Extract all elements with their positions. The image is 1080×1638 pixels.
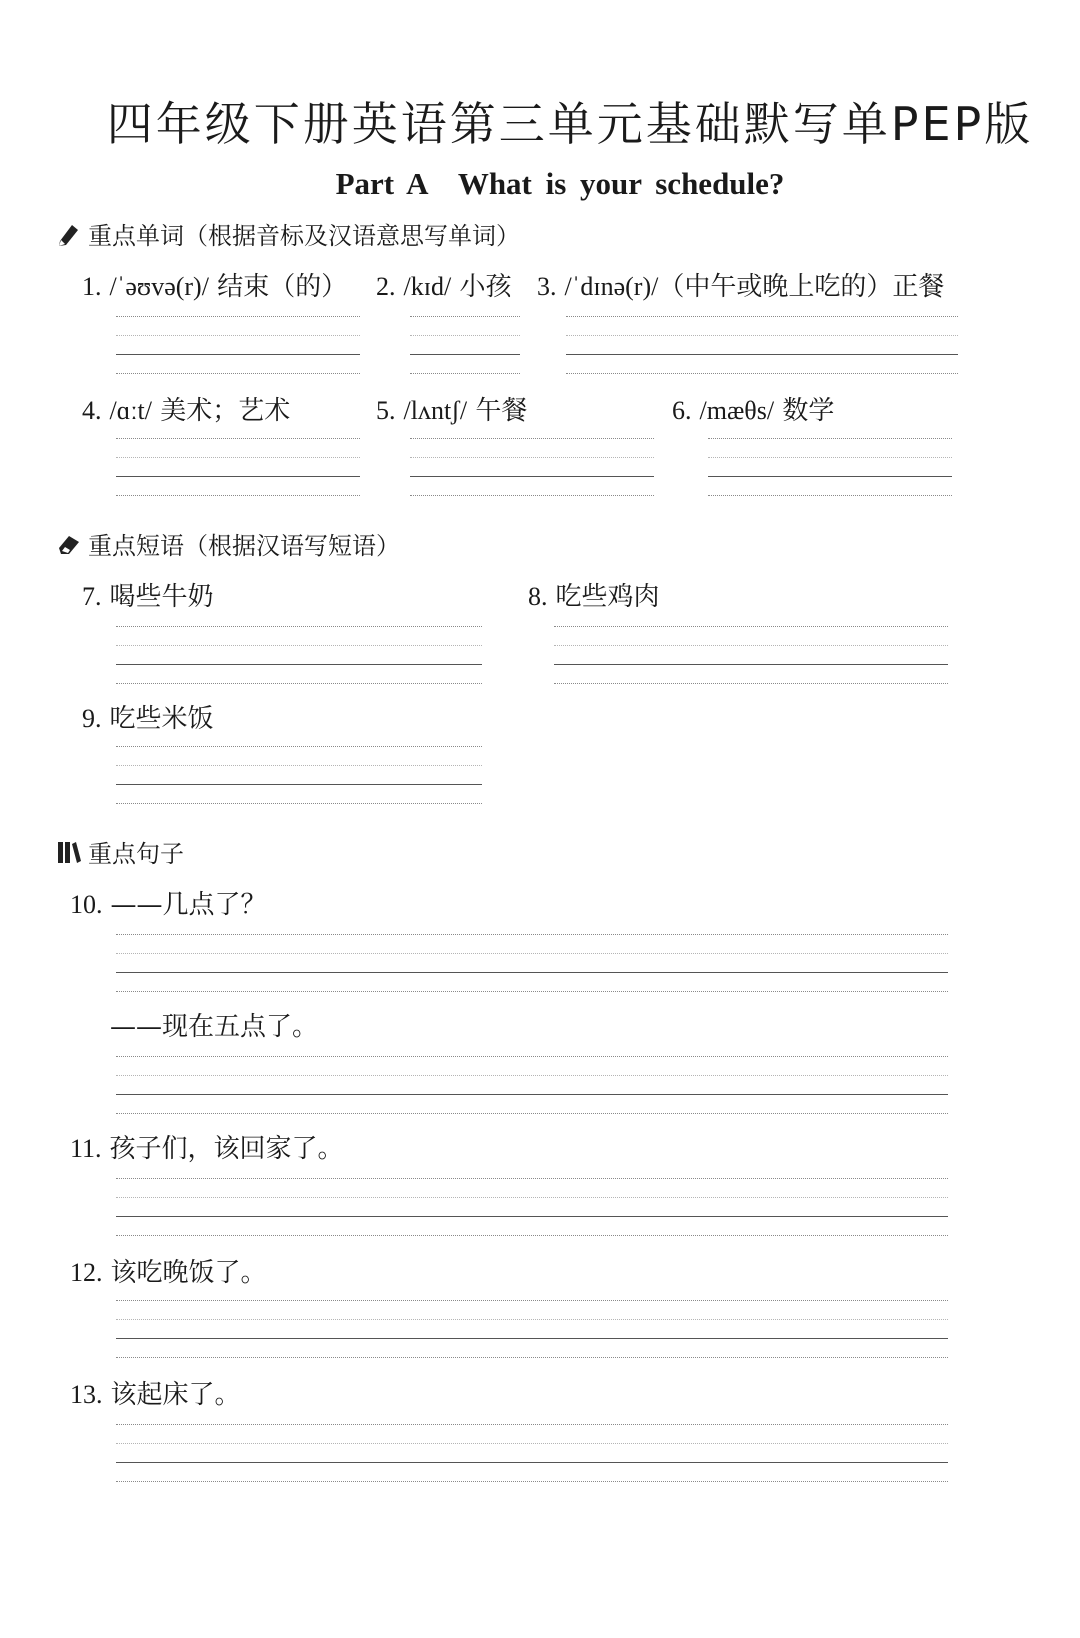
word-meaning: 午餐 bbox=[475, 396, 528, 426]
sentence-item-11 bbox=[70, 1128, 344, 1165]
word-number: 1. bbox=[82, 272, 102, 301]
word-number: 3. bbox=[537, 272, 557, 301]
phrase-text: 吃些米饭 bbox=[109, 704, 214, 734]
sentence-item-10 bbox=[70, 884, 267, 921]
word-item-1 bbox=[82, 266, 347, 303]
section-label-words: 重点单词（根据音标及汉语意思写单词） bbox=[88, 222, 520, 250]
word-meaning: 小孩 bbox=[459, 272, 512, 302]
page-subtitle: Part A What is your schedule? bbox=[335, 166, 785, 201]
word-number: 4. bbox=[82, 396, 102, 425]
word-item-6 bbox=[672, 390, 834, 427]
word-number: 6. bbox=[672, 396, 692, 425]
word-phonetic: /ˈdɪnə(r)/ bbox=[564, 272, 659, 301]
word-meaning: 结束（的） bbox=[217, 272, 348, 302]
word-phonetic: /mæθs/ bbox=[699, 396, 775, 425]
writing-lines-phrase-8[interactable] bbox=[554, 626, 948, 686]
section-header-words bbox=[56, 216, 520, 251]
writing-lines-word-5[interactable] bbox=[410, 438, 654, 498]
word-number: 5. bbox=[376, 396, 396, 425]
writing-lines-word-2[interactable] bbox=[410, 316, 520, 376]
writing-lines-sentence-13[interactable] bbox=[116, 1424, 948, 1484]
books-icon bbox=[56, 839, 82, 865]
phrase-number: 8. bbox=[528, 582, 548, 611]
eraser-icon bbox=[56, 531, 82, 557]
sentence-number: 10. bbox=[70, 890, 103, 919]
section-header-sentences bbox=[56, 834, 184, 869]
sentence-item-12 bbox=[70, 1252, 267, 1289]
word-item-4 bbox=[82, 390, 290, 427]
section-label-sentences: 重点句子 bbox=[88, 840, 184, 868]
phrase-number: 7. bbox=[82, 582, 102, 611]
sentence-number: 12. bbox=[70, 1258, 103, 1287]
writing-lines-word-3[interactable] bbox=[566, 316, 958, 376]
sentence-text: 该吃晚饭了。 bbox=[110, 1258, 267, 1288]
phrase-number: 9. bbox=[82, 704, 102, 733]
writing-lines-sentence-11[interactable] bbox=[116, 1178, 948, 1238]
sentence-number: 13. bbox=[70, 1380, 103, 1409]
phrase-text: 喝些牛奶 bbox=[109, 582, 214, 612]
sentence-text: ——几点了？ bbox=[110, 890, 267, 920]
sentence-text: 孩子们，该回家了。 bbox=[109, 1134, 344, 1164]
writing-lines-phrase-7[interactable] bbox=[116, 626, 482, 686]
sentence-number: 11. bbox=[70, 1134, 102, 1163]
sentence-item-10-answer bbox=[110, 1006, 318, 1043]
word-phonetic: /lʌntʃ/ bbox=[403, 396, 468, 425]
page-title: 四年级下册英语第三单元基础默写单PEP版 bbox=[106, 97, 1034, 151]
word-item-3 bbox=[537, 266, 944, 303]
writing-lines-word-4[interactable] bbox=[116, 438, 360, 498]
word-item-5 bbox=[376, 390, 527, 427]
word-phonetic: /ˈəʊvə(r)/ bbox=[109, 272, 209, 301]
word-phonetic: /kɪd/ bbox=[403, 272, 452, 301]
writing-lines-sentence-12[interactable] bbox=[116, 1300, 948, 1360]
writing-lines-word-6[interactable] bbox=[708, 438, 952, 498]
word-item-2 bbox=[376, 266, 511, 303]
phrase-item-8 bbox=[528, 576, 660, 613]
section-label-phrases: 重点短语（根据汉语写短语） bbox=[88, 532, 400, 560]
word-phonetic: /ɑːt/ bbox=[109, 396, 152, 425]
word-number: 2. bbox=[376, 272, 396, 301]
sentence-text: ——现在五点了。 bbox=[110, 1012, 319, 1042]
word-meaning: （中午或晚上吃的）正餐 bbox=[658, 272, 945, 302]
sentence-item-13 bbox=[70, 1374, 241, 1411]
word-meaning: 数学 bbox=[782, 396, 835, 426]
writing-lines-word-1[interactable] bbox=[116, 316, 360, 376]
writing-lines-sentence-10b[interactable] bbox=[116, 1056, 948, 1116]
writing-lines-phrase-9[interactable] bbox=[116, 746, 482, 806]
word-meaning: 美术；艺术 bbox=[160, 396, 291, 426]
phrase-item-9 bbox=[82, 698, 214, 735]
phrase-item-7 bbox=[82, 576, 214, 613]
pencil-icon bbox=[56, 221, 82, 247]
phrase-text: 吃些鸡肉 bbox=[555, 582, 660, 612]
section-header-phrases bbox=[56, 526, 400, 561]
writing-lines-sentence-10a[interactable] bbox=[116, 934, 948, 994]
sentence-text: 该起床了。 bbox=[110, 1380, 241, 1410]
